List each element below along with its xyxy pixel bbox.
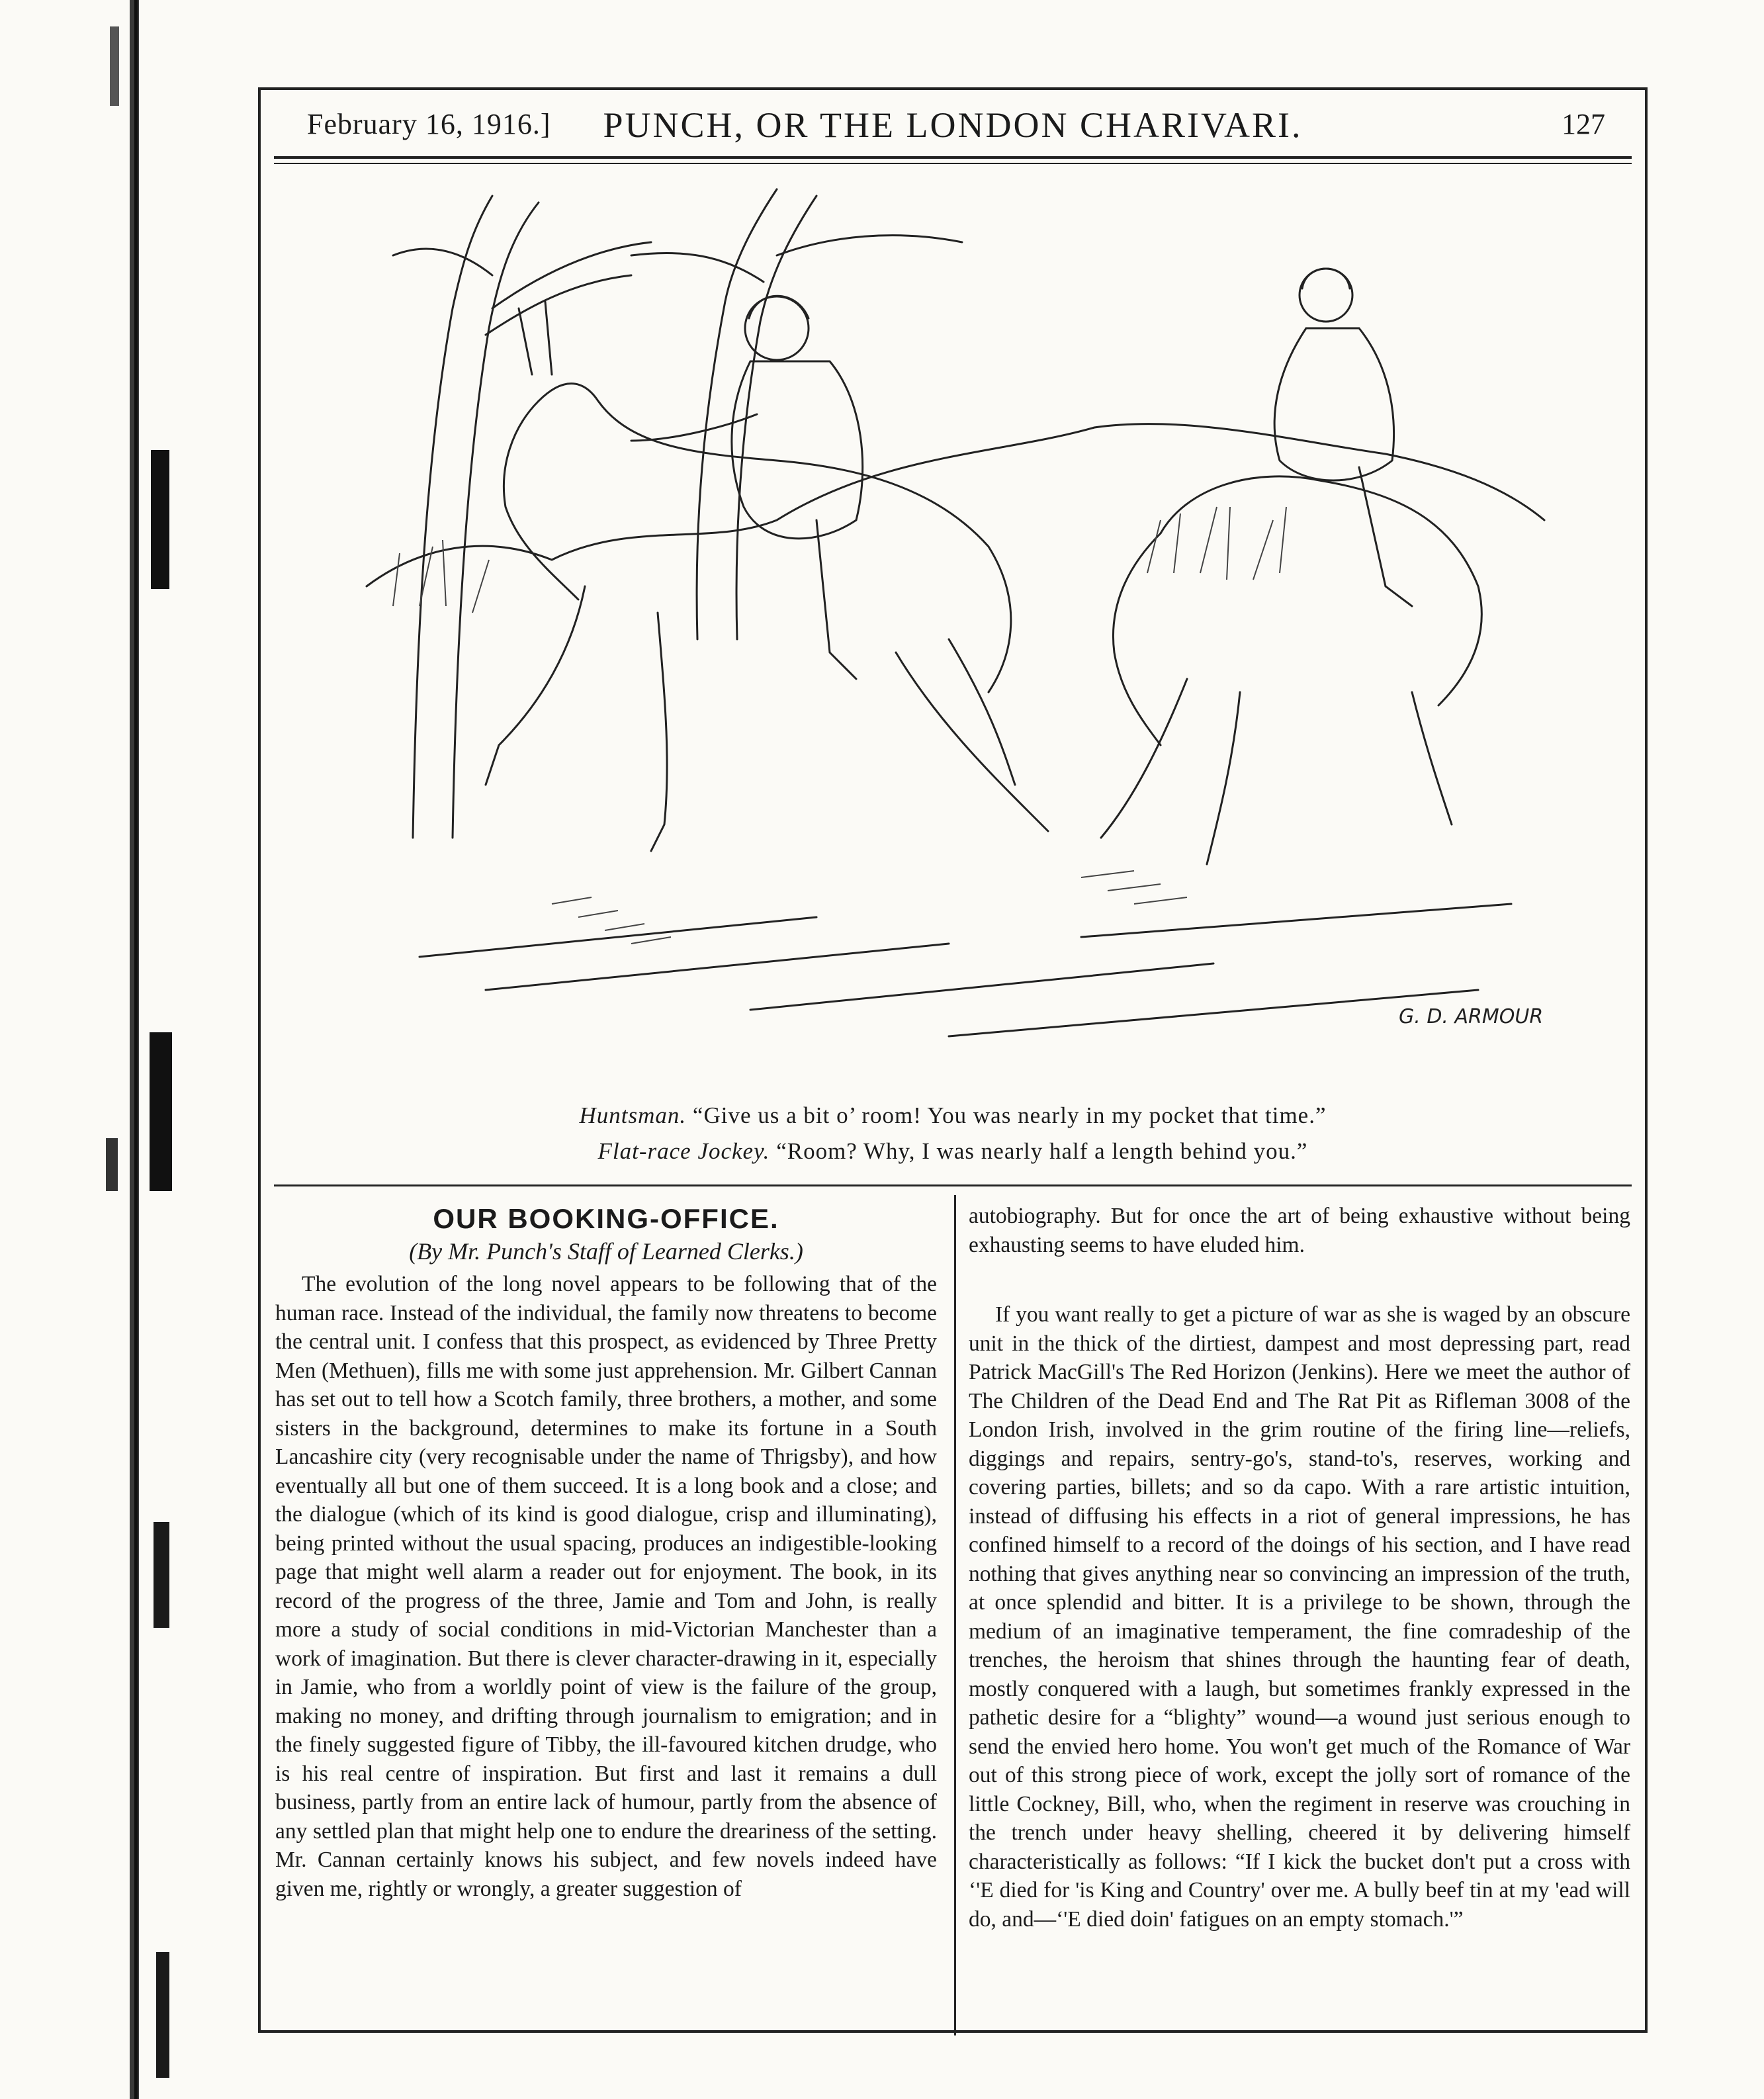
caption-speaker-jockey: Flat-race Jockey. <box>597 1138 770 1164</box>
header-page-number: 127 <box>1562 108 1605 140</box>
paragraph-gap <box>969 1259 1630 1300</box>
review-red-horizon: If you want really to get a picture of war as she is waged by an obscure unit in the thick of the dirtiest, dampest and most depressing part, read Patrick MacGill's The Red Horizon (Jenkins). Here we meet the author of The Children of the Dead End and The Rat Pit as Rifleman 3008 of the London Irish, involved in the grim routine of the firing line—reliefs, diggings and repairs, sentry-go's, stand-to's, reserves, working and covering parties, billets; and so da capo. With a rare artistic intuition, instead of diffusing his effects in a riot of general impressions, he has confined himself to a record of the doings of his section, and I have read nothing that gives anything near so convincing an impression of the truth, at once splendid and bitter. It is a privilege to be shown, through the medium of an imaginative temperament, the fine comradeship of the trenches, the heroism that shines through the haunting fear of death, mostly conquered with a laugh, but sometimes frankly expressed in the pathetic desire for a “blighty” wound—a wound just serious enough to send the envied hero home. You won't get much of the Romance of War out of this strong piece of work, except the jolly sort of romance of the little Cockney, Bill, who, when the regiment in reserve was crouching in the trench under heavy shelling, cheered it by delivering himself characteristically as follows: “If I kick the bucket don't put a cross with ‘'E died for 'is King and Country' over me. A bully beef tin at my 'ead will do, and—‘'E died doin' fatigues on an empty stomach.'” <box>969 1302 1630 1932</box>
header-rule-thin <box>274 163 1632 164</box>
binding-edge <box>0 0 198 2099</box>
column-divider <box>954 1195 956 2035</box>
page-frame <box>258 87 1648 2033</box>
header-title: PUNCH, OR THE LONDON CHARIVARI. <box>603 105 1303 145</box>
article-title: OUR BOOKING-OFFICE. <box>433 1203 779 1234</box>
page-header <box>261 90 1645 163</box>
article-right-column <box>969 1202 1630 1934</box>
caption-rule <box>274 1184 1632 1186</box>
caption-speaker-huntsman: Huntsman. <box>579 1102 687 1128</box>
article-left-column <box>275 1202 937 1903</box>
caption-line-1 <box>261 1102 1645 1129</box>
caption-text-jockey: “Room? Why, I was nearly half a length behind you.” <box>776 1138 1308 1164</box>
article-byline: (By Mr. Punch's Staff of Learned Clerks.) <box>409 1237 803 1265</box>
review-three-pretty-men: The evolution of the long novel appears to be following that of the human race. Instead of the individual, the family now threatens to become the central unit. I confess that this prospect, as evidenced by Three Pretty Men (Methuen), fills me with some just apprehension. Mr. Gilbert Cannan has set out to tell how a Scotch family, three brothers, a mother, and some sisters in the background, determines to make its fortune in a South Lancashire city (very recognisable under the name of Thrigsby), and how eventually all but one of them succeed. It is a long book and a close; and the dialogue (which of its kind is good dialogue, crisp and illuminating), being printed without the usual spacing, produces an indigestible-looking page that might well alarm a reader out for enjoyment. The book, in its record of the progress of the three, Jamie and Tom and John, is really more a study of social conditions in mid-Victorian Manchester than a work of imagination. But there is clever character-drawing in it, especially in Jamie, who from a worldly point of view is the failure of the group, making no money, and drifting through journalism to emigration; and in the finely suggested figure of Tibby, the ill-favoured kitchen drudge, who is his real centre of inspiration. But first and last it remains a dull business, partly from an entire lack of humour, partly from the absence of any settled plan that might help one to endure the dreariness of the setting. Mr. Cannan certainly knows his subject, and few novels indeed have given me, rightly or wrongly, a greater suggestion of <box>275 1272 937 1901</box>
review-three-pretty-men-continued: autobiography. But for once the art of being exhaustive without being exhausting seems to have eluded him. <box>969 1204 1630 1257</box>
artist-signature: G. D. ARMOUR <box>1399 1005 1544 1028</box>
cartoon-illustration <box>353 176 1558 1089</box>
caption-text-huntsman: “Give us a bit o’ room! You was nearly in my pocket that time.” <box>692 1102 1327 1128</box>
header-rule <box>274 156 1632 159</box>
header-date: February 16, 1916.] <box>307 108 551 140</box>
caption-line-2 <box>261 1138 1645 1165</box>
